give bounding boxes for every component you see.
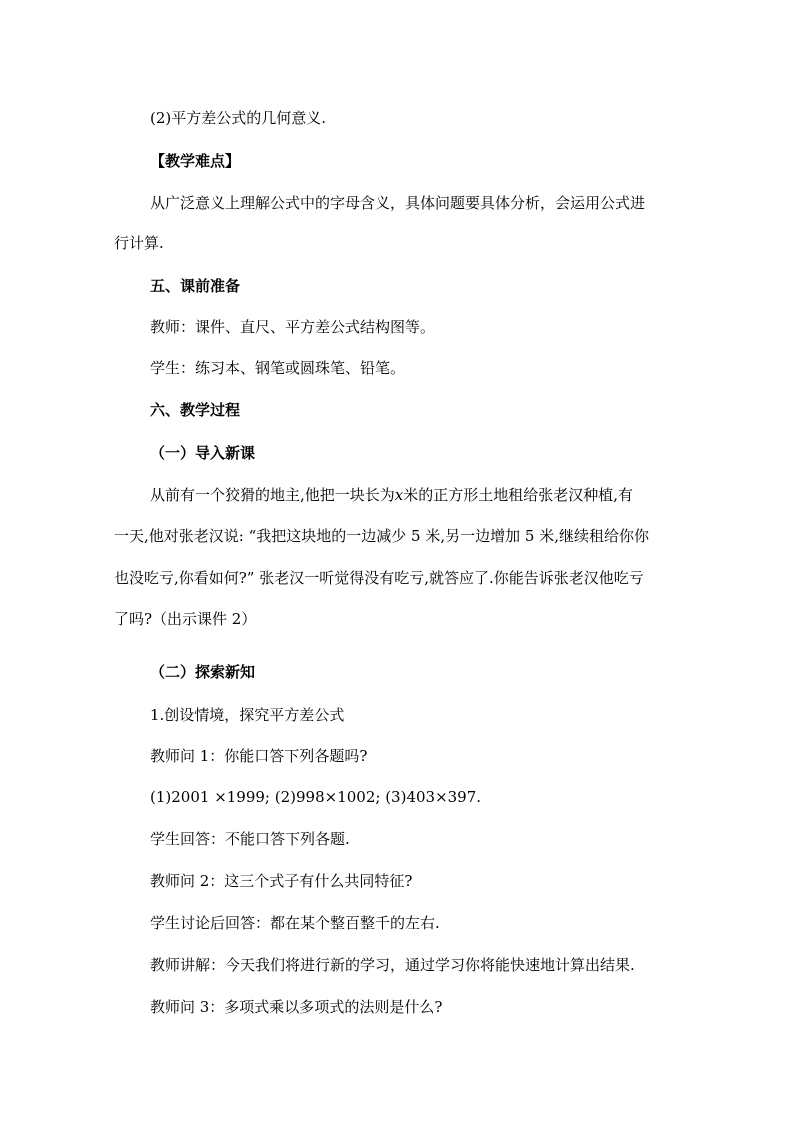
math-expressions: (1)2001 ×1999; (2)998×1002; (3)403×397.	[150, 788, 482, 806]
subsection-heading: （二）探索新知	[150, 663, 256, 681]
paragraph-text: 1.创设情境，探究平方差公式	[150, 706, 345, 724]
paragraph-text: 一天,他对张老汉说: “我把这块地的一边减少 5 米,另一边增加 5 米,继续租给你你	[114, 527, 649, 545]
section-heading: 【教学难点】	[150, 152, 241, 170]
paragraph-text: 教师问 1：你能口答下列各题吗?	[150, 747, 368, 765]
text-segment: 从前有一个狡猾的地主,他把一块长为	[150, 486, 395, 504]
paragraph-text: 从广泛意义上理解公式中的字母含义，具体问题要具体分析，会运用公式进	[150, 194, 646, 212]
paragraph-text: 行计算.	[114, 234, 164, 252]
paragraph-text: 教师：课件、直尺、平方差公式结构图等。	[150, 318, 436, 336]
paragraph-text: 也没吃亏,你看如何?” 张老汉一听觉得没有吃亏,就答应了.你能告诉张老汉他吃亏	[114, 569, 644, 587]
paragraph-text: 了吗?（出示课件 2）	[114, 610, 257, 628]
text-segment: 米的正方形土地租给张老汉种植,有	[403, 486, 634, 504]
paragraph-text	[150, 485, 633, 505]
paragraph-text: 教师讲解：今天我们将进行新的学习，通过学习你将能快速地计算出结果.	[150, 956, 635, 974]
section-heading: 五、课前准备	[150, 277, 241, 295]
paragraph-text: 学生回答：不能口答下列各题.	[150, 830, 350, 848]
subsection-heading: （一）导入新课	[150, 444, 256, 462]
paragraph-text: 教师问 3：多项式乘以多项式的法则是什么?	[150, 998, 443, 1016]
section-heading: 六、教学过程	[150, 401, 241, 419]
paragraph-text: 学生：练习本、钢笔或圆珠笔、铅笔。	[150, 359, 406, 377]
paragraph-text: 教师问 2：这三个式子有什么共同特征?	[150, 872, 413, 890]
paragraph-text: 学生讨论后回答：都在某个整百整千的左右.	[150, 914, 440, 932]
variable-x: x	[394, 486, 404, 504]
paragraph-text: (2)平方差公式的几何意义.	[150, 109, 327, 127]
